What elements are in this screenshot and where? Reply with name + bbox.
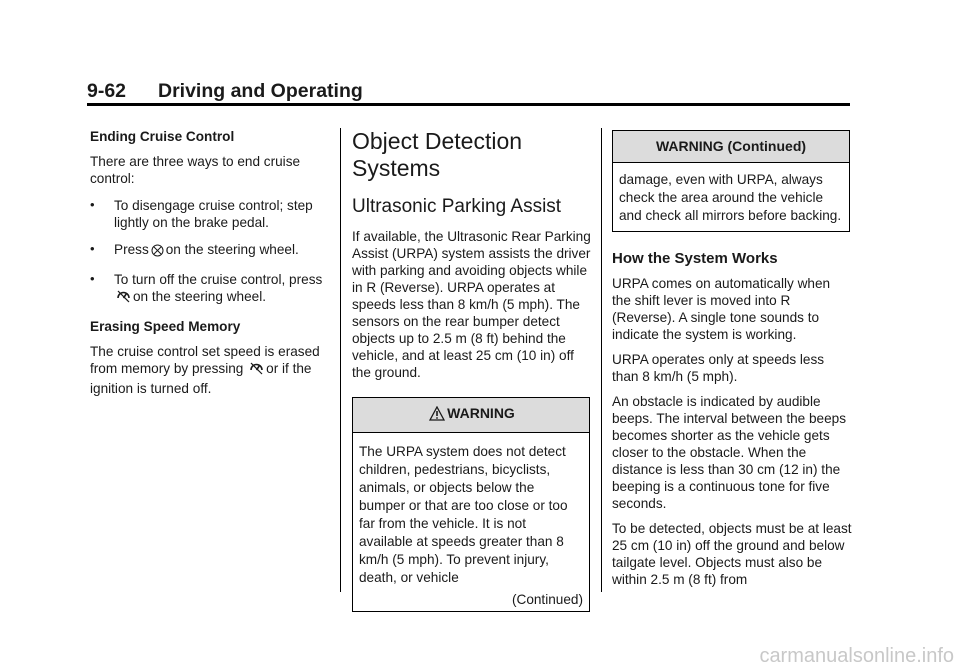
- cruise-control-icon: [116, 289, 131, 308]
- ending-intro: There are three ways to end cruise control:: [90, 154, 301, 186]
- urpa-intro-text: If available, the Ultrasonic Rear Parking Assist (URPA) system assists the driver with parking and avoiding objects while in R (Reverse). URPA operates at speeds less than 8 km/h (5 mph). The sensors on the rear bumper detect objects up to 2.5 m (8 ft) behind the vehicle, and at least 25 cm (10 in) off the ground.: [352, 229, 591, 380]
- column-2: [352, 128, 592, 612]
- bullet-icon: •: [90, 271, 95, 286]
- warning-text: damage, even with URPA, always check the area around the vehicle and check all mirrors before backing.: [619, 172, 842, 223]
- continued-label: (Continued): [511, 592, 583, 607]
- bullet-text: To disengage cruise control; step lightly on the brake pedal.: [114, 198, 313, 230]
- section-title: Driving and Operating: [158, 80, 363, 102]
- bullet-text: on the steering wheel.: [133, 289, 267, 304]
- memory-text-2: or if the ignition is turned off.: [90, 361, 312, 396]
- warning-header: [353, 398, 589, 433]
- paragraph: To be detected, objects must be at least 25 cm (10 in) off the ground and below tailgate level. Objects must also be within 2.5 m (8 ft) from: [612, 521, 852, 587]
- heading-how-system-works: How the System Works: [612, 250, 778, 267]
- column-divider: [601, 128, 602, 592]
- paragraph: URPA operates only at speeds less than 8 km/h (5 mph).: [612, 352, 825, 384]
- warning-box: [352, 397, 590, 612]
- page-number: 9-62: [87, 80, 127, 102]
- header-rule: [87, 103, 850, 106]
- cruise-cancel-icon: [151, 244, 164, 261]
- warning-box-continued: [612, 130, 850, 232]
- warning-text: The URPA system does not detect children, pedestrians, bicyclists, animals, or objects below the bumper or that are too close or too far from the vehicle. It is not available at speeds greater than 8 km/h (5 mph). To prevent injury, death, or vehicle: [359, 444, 568, 585]
- paragraph: An obstacle is indicated by audible beeps. The interval between the beeps becomes shorter as the vehicle gets closer to the obstacle. When the distance is less than 30 cm (12 in) the beeping is a continuous tone for five seconds.: [612, 394, 847, 511]
- memory-text: [90, 343, 330, 397]
- memory-text-1: The cruise control set speed is erased from memory by pressing: [90, 344, 320, 376]
- paragraph: URPA comes on automatically when the shift lever is moved into R (Reverse). A single tone sounds to indicate the system is working.: [612, 276, 831, 342]
- subsection-heading: Ultrasonic Parking Assist: [352, 196, 562, 217]
- list-item: [90, 197, 330, 231]
- column-divider: [340, 128, 341, 592]
- heading-erasing-memory: Erasing Speed Memory: [90, 319, 241, 334]
- column-1: [90, 128, 330, 397]
- bullet-text: on the steering wheel.: [165, 242, 299, 257]
- column-3: [612, 128, 852, 588]
- heading-ending-cruise: Ending Cruise Control: [90, 129, 235, 144]
- bullet-text: To turn off the cruise control, press: [114, 272, 323, 287]
- section-heading: Object Detection Systems: [352, 128, 523, 181]
- list-item: [90, 241, 330, 261]
- cruise-control-icon: [249, 361, 264, 380]
- bullet-text: Press: [114, 242, 149, 257]
- warning-triangle-icon: [429, 406, 445, 425]
- bullet-icon: •: [90, 197, 95, 212]
- bullet-icon: •: [90, 241, 95, 256]
- warning-label: WARNING: [447, 405, 515, 421]
- list-item: [90, 271, 330, 308]
- warning-header: WARNING (Continued): [613, 131, 849, 163]
- watermark: carmanualsonline.info: [759, 645, 954, 667]
